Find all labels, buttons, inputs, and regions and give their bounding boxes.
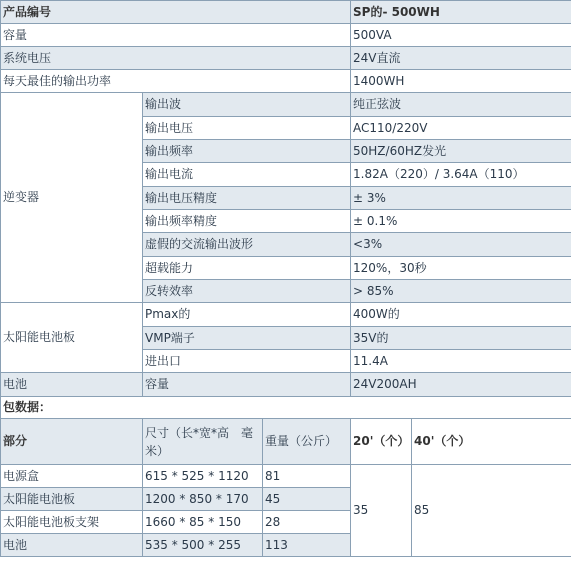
packing-header-40ft [412,419,571,465]
inverter-row-value: > 85% [351,280,571,303]
packing-row-size: 535 * 500 * 255 [143,534,263,557]
solar-row-label: Pmax的 [143,303,351,327]
packing-header-size: 尺寸（长*宽*高 毫米） [143,419,263,465]
inverter-row-label: 输出频率精度 [143,210,351,233]
packing-header-weight: 重量（公斤） [263,419,351,465]
product-code-label: 产品编号 [1,1,351,24]
inverter-row-value: ± 3% [351,187,571,210]
inverter-row-value: ± 0.1% [351,210,571,233]
system-voltage-label: 系统电压 [1,47,351,70]
inverter-row-label: 输出波 [143,93,351,117]
packing-qty-40ft: 85 [412,465,571,557]
packing-row-weight: 45 [263,488,351,511]
packing-row-part: 电源盒 [1,465,143,488]
packing-row-weight: 81 [263,465,351,488]
solar-row-label: VMP端子 [143,327,351,350]
inverter-row-label: 反转效率 [143,280,351,303]
inverter-row-value: 1.82A（220）/ 3.64A（110） [351,163,571,187]
product-code-value: SP的- 500WH [351,1,571,24]
battery-capacity-label: 容量 [143,373,351,397]
capacity-label: 容量 [1,24,351,47]
inverter-row-value: 纯正弦波 [351,93,571,117]
solar-row-value: 35V的 [351,327,571,350]
packing-qty-20ft: 35 [351,465,412,557]
capacity-value: 500VA [351,24,571,47]
inverter-row-label: 输出电压 [143,117,351,140]
inverter-group-label: 逆变器 [1,93,143,303]
inverter-row-value: AC110/220V [351,117,571,140]
packing-row-part: 太阳能电池板 [1,488,143,511]
inverter-row-label: 输出电压精度 [143,187,351,210]
packing-row-size: 1200 * 850 * 170 [143,488,263,511]
packing-data-title: 包数据： [1,397,571,419]
packing-row-part: 太阳能电池板支架 [1,511,143,534]
battery-group-label: 电池 [1,373,143,397]
solar-row-value: 11.4A [351,350,571,373]
packing-row-size: 1660 * 85 * 150 [143,511,263,534]
packing-header-40ft-text: 40'（个） [414,434,471,448]
inverter-row-label: 输出频率 [143,140,351,163]
daily-output-power-label: 每天最佳的输出功率 [1,70,351,93]
solar-row-value: 400W的 [351,303,571,327]
packing-row-part: 电池 [1,534,143,557]
inverter-row-value: 50HZ/60HZ发光 [351,140,571,163]
inverter-row-value: <3% [351,233,571,257]
solar-row-label: 进出口 [143,350,351,373]
system-voltage-value: 24V直流 [351,47,571,70]
inverter-row-value: 120%，30秒 [351,257,571,280]
battery-capacity-value: 24V200AH [351,373,571,397]
packing-header-part: 部分 [1,419,143,465]
packing-row-weight: 28 [263,511,351,534]
inverter-row-label: 输出电流 [143,163,351,187]
daily-output-power-value: 1400WH [351,70,571,93]
packing-row-size: 615 * 525 * 1120 [143,465,263,488]
solar-panel-group-label: 太阳能电池板 [1,303,143,373]
inverter-row-label: 虚假的交流输出波形 [143,233,351,257]
packing-row-weight: 113 [263,534,351,557]
inverter-row-label: 超载能力 [143,257,351,280]
packing-header-20ft: 20'（个） [351,419,412,465]
